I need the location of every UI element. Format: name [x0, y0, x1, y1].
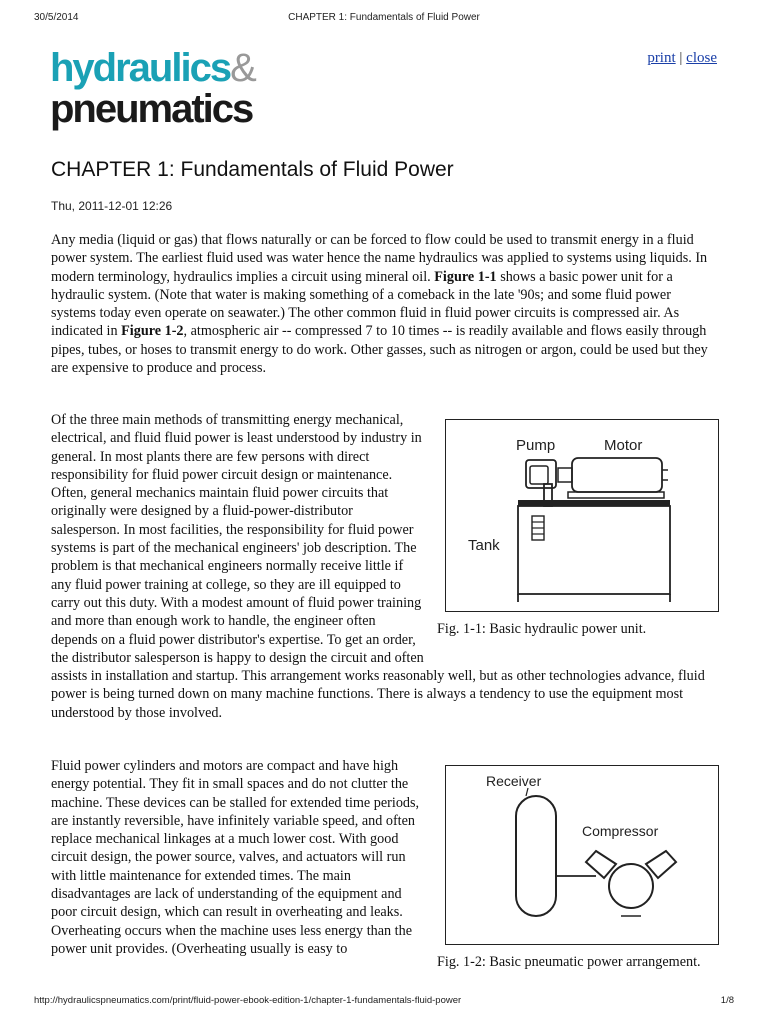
figure-1-2-frame [445, 765, 719, 945]
motor-shape [572, 458, 662, 492]
tank-label: Tank [468, 537, 500, 554]
page-number: 1/8 [720, 995, 734, 1006]
pump-label: Pump [516, 437, 556, 454]
logo-line-2: pneumatics [50, 87, 253, 131]
paragraph-2 [51, 411, 719, 722]
pump-inner [530, 466, 548, 484]
figure-1-2-ref: Figure 1-2 [121, 323, 184, 340]
article-title: CHAPTER 1: Fundamentals of Fluid Power [51, 158, 454, 181]
figure-1-2 [433, 757, 719, 989]
paragraph-1: Any media (liquid or gas) that flows naturally or can be forced to flow could be used to transmit energy in a fluid power system. The earliest fluid used was water hence the name hydraulics was applied to systems using liquids. In modern terminology, hydraulics implies a circuit using mineral oil. Figure 1-1 shows a basic power unit for a hydraulic system. (Note that water is making something of a comeback in the late '90s; and some fluid power systems today even operate on seawater.) The other common fluid in fluid power circuits is compressed air. As indicated in Figure 1-2, atmospheric air -- compressed 7 to 10 times -- is readily available and flows easily through pipes, tubes, or hoses to transmit energy to do work. Other gasses, such as nitrogen or argon, could be used but they are expensive to produce and process. [51, 232, 708, 377]
tank-top [518, 500, 670, 506]
receiver-label: Receiver [486, 773, 542, 789]
close-link[interactable]: close [686, 50, 717, 66]
paragraph-3-text: Fluid power cylinders and motors are compact and have high energy potential. They fit in small spaces and do not clutter the machine. These devices can be stalled for extended time periods, are instantly reversible, have infinitely variable speed, and often replace mechanical linkages at a much lower cost. With good circuit design, the power source, valves, and actuators will run with little maintenance for extended times. The main disadvantages are lack of understanding of the equipment and poor circuit design, which can result in overheating and leaks. Overheating occurs when the machine uses less energy than the power unit provides. (Overheating usually is easy to [51, 758, 420, 957]
actions-separator: | [679, 50, 683, 66]
paragraph-3 [51, 757, 719, 989]
print-link[interactable]: print [647, 50, 676, 66]
print-actions [647, 50, 717, 67]
compressor-crankcase [609, 864, 653, 908]
figure-1-1-caption: Fig. 1-1: Basic hydraulic power unit. [437, 621, 647, 637]
figure-1-1-ref: Figure 1-1 [434, 268, 497, 285]
compressor-label: Compressor [582, 823, 659, 839]
article-date: Thu, 2011-12-01 12:26 [51, 199, 173, 213]
print-url: http://hydraulicspneumatics.com/print/fluid-power-ebook-edition-1/chapter-1-fundamentals-fluid-power [34, 995, 462, 1006]
site-logo[interactable] [50, 48, 257, 130]
hydraulic-power-unit-diagram [446, 420, 717, 610]
tank-shape [518, 506, 670, 594]
paragraph-2-text: Of the three main methods of transmitting energy mechanical, electrical, and fluid fluid power is least understood by industry in general. In most plants there are few persons with direct responsibility for fluid power circuit design or maintenance. Often, general mechanics maintain fluid power circuits that originally were designed by a fluid-power-distributor salesperson. In most facilities, the responsibility for fluid power systems is part of the mechanical engineers' job description. The problem is that mechanical engineers normally receive little if any fluid power training at college, so they are ill equipped to carry out this duty. With a modest amount of fluid power training and more than enough work to handle, the engineer often depends on a fluid power distributor's expertise. To get an order, the distributor salesperson is happy to design the circuit and often assists in installation and startup. This arrangement works reasonably well, but as other technologies advance, fluid power is being turned down on many machine functions. There is always a tendency to use the equipment most understood by those involved. [51, 412, 705, 721]
receiver-tank [516, 796, 556, 916]
figure-1-1-frame [445, 419, 719, 612]
print-page-title: CHAPTER 1: Fundamentals of Fluid Power [288, 12, 480, 23]
motor-label: Motor [604, 437, 643, 454]
figure-1-2-caption: Fig. 1-2: Basic pneumatic power arrangement. [437, 954, 701, 970]
pneumatic-arrangement-diagram [446, 766, 717, 943]
logo-line-1: hydraulics& [50, 46, 257, 90]
coupling-shape [558, 468, 572, 482]
figure-1-1 [433, 411, 719, 647]
print-date: 30/5/2014 [34, 12, 79, 23]
